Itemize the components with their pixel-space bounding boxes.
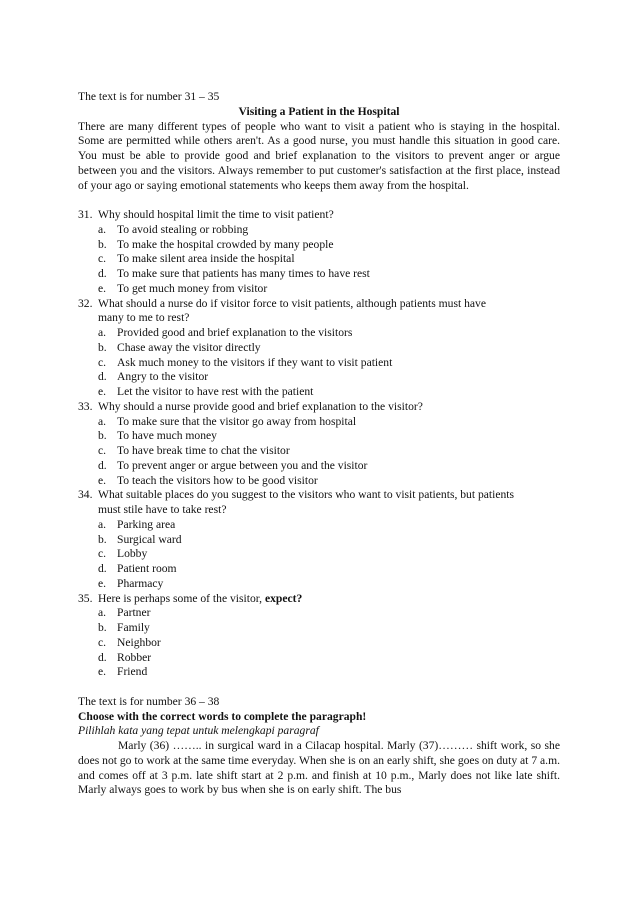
option-letter: a. [98, 326, 107, 339]
section2-instruction-id: Pilihlah kata yang tepat untuk melengkapi paragraf [78, 724, 319, 738]
answer-option [78, 252, 560, 267]
option-letter: e. [98, 385, 107, 398]
option-text: To prevent anger or argue between you and the visitor [117, 458, 368, 472]
answer-option [78, 356, 560, 371]
answer-option [78, 385, 560, 400]
option-letter: c. [98, 635, 107, 649]
option-letter: b. [98, 532, 107, 546]
question-text: What suitable places do you suggest to the visitors who want to visit patients, but patients [98, 488, 515, 502]
option-text: Chase away the visitor directly [117, 340, 261, 354]
question-35-options [78, 606, 560, 680]
option-letter: c. [98, 355, 107, 369]
option-text: Lobby [117, 547, 148, 561]
question-text: Here is perhaps some of the visitor, expect? [98, 591, 303, 605]
option-text: Ask much money to the visitors if they want to visit patient [117, 355, 393, 369]
option-letter: a. [98, 606, 107, 620]
option-letter: e. [98, 665, 107, 679]
answer-option [78, 518, 560, 533]
option-text: To make sure that patients has many times to have rest [117, 267, 370, 280]
section2-instruction: Choose with the correct words to complete the paragraph! [78, 709, 367, 723]
document-page [78, 90, 560, 798]
option-text: Provided good and brief explanation to the visitors [117, 326, 353, 339]
question-text: Why should hospital limit the time to visit patient? [98, 208, 334, 221]
question-number: 34. [78, 488, 93, 502]
answer-option [78, 238, 560, 253]
question-34 [78, 488, 560, 503]
answer-option [78, 429, 560, 444]
question-list [78, 208, 560, 592]
option-letter: c. [98, 547, 107, 561]
answer-option [78, 444, 560, 459]
section1-paragraph: There are many different types of people who want to visit a patient who is staying in the hospital. Some are permitted while others aren't. As a good nurse, you must handle this situation in good care. You must be able to provide good and brief explanation to the visitors to prevent anger or argue between you and the visitors. Always remember to put customer's satisfaction at the first place, instead of your ago or saying emotional statements who keeps them away from the hospital. [78, 119, 560, 192]
option-text: To avoid stealing or robbing [117, 222, 249, 236]
option-letter: e. [98, 281, 107, 295]
answer-option [78, 459, 560, 474]
answer-option [78, 282, 560, 297]
question-text: Why should a nurse provide good and brief explanation to the visitor? [98, 399, 423, 413]
answer-option [78, 547, 560, 562]
option-text: Parking area [117, 517, 176, 531]
option-letter: d. [98, 458, 107, 472]
option-letter: b. [98, 237, 107, 251]
answer-option [78, 223, 560, 238]
option-text: To have break time to chat the visitor [117, 444, 290, 457]
option-letter: a. [98, 222, 107, 236]
answer-option [78, 577, 560, 592]
answer-option [78, 665, 560, 680]
section1-title: Visiting a Patient in the Hospital [238, 104, 400, 118]
answer-option [78, 415, 560, 430]
option-text: Robber [117, 650, 152, 664]
section1-intro: The text is for number 31 – 35 [78, 90, 220, 103]
answer-option [78, 267, 560, 282]
option-text: Partner [117, 606, 151, 620]
question-number: 31. [78, 208, 93, 221]
option-letter: d. [98, 370, 107, 384]
answer-option [78, 651, 560, 666]
option-letter: c. [98, 252, 107, 266]
question-31 [78, 208, 560, 223]
option-text: To get much money from visitor [117, 281, 268, 295]
question-number: 33. [78, 399, 93, 413]
option-text: Angry to the visitor [117, 370, 209, 384]
option-text: Neighbor [117, 635, 161, 649]
answer-option [78, 621, 560, 636]
option-text: To make sure that the visitor go away from hospital [117, 414, 357, 428]
option-letter: b. [98, 340, 107, 354]
question-number: 35. [78, 591, 93, 605]
answer-option [78, 636, 560, 651]
option-text: Pharmacy [117, 576, 164, 590]
option-text: Patient room [117, 562, 177, 575]
question-text-continued: must stile have to take rest? [98, 503, 227, 516]
option-text: To make the hospital crowded by many people [117, 237, 334, 251]
option-letter: c. [98, 444, 107, 457]
question-number: 32. [78, 296, 93, 310]
option-text: To make silent area inside the hospital [117, 252, 295, 266]
option-text: Surgical ward [117, 532, 182, 546]
answer-option [78, 474, 560, 489]
option-letter: d. [98, 267, 107, 280]
question-35 [78, 592, 560, 607]
question-text-continued: many to me to rest? [98, 311, 190, 325]
option-text: Family [117, 621, 150, 634]
option-letter: a. [98, 414, 107, 428]
option-letter: d. [98, 650, 107, 664]
answer-option [78, 370, 560, 385]
question-text: What should a nurse do if visitor force to visit patients, although patients must have [98, 296, 486, 310]
option-letter: d. [98, 562, 107, 575]
question-33 [78, 400, 560, 415]
answer-option [78, 341, 560, 356]
option-text: To teach the visitors how to be good visitor [117, 473, 318, 487]
answer-option [78, 606, 560, 621]
option-letter: b. [98, 621, 107, 634]
option-letter: e. [98, 473, 107, 487]
section2-intro: The text is for number 36 – 38 [78, 694, 220, 708]
section2-paragraph: Marly (36) …….. in surgical ward in a Cilacap hospital. Marly (37)……… shift work, so she does not go to work at the same time everyday. When she is on an early shift, she goes on duty at 7 a.m. and comes off at 3 p.m. late shift start at 2 p.m. and finish at 10 p.m., Marly does not like late shift. Marly always goes to work by bus when she is on early shift. The bus [78, 739, 560, 797]
answer-option [78, 326, 560, 341]
option-text: Friend [117, 665, 148, 679]
answer-option [78, 562, 560, 577]
option-letter: b. [98, 429, 107, 443]
option-text: Let the visitor to have rest with the patient [117, 385, 314, 398]
answer-option [78, 533, 560, 548]
option-letter: a. [98, 517, 107, 531]
option-text: To have much money [117, 429, 217, 443]
option-letter: e. [98, 576, 107, 590]
question-32 [78, 297, 560, 312]
